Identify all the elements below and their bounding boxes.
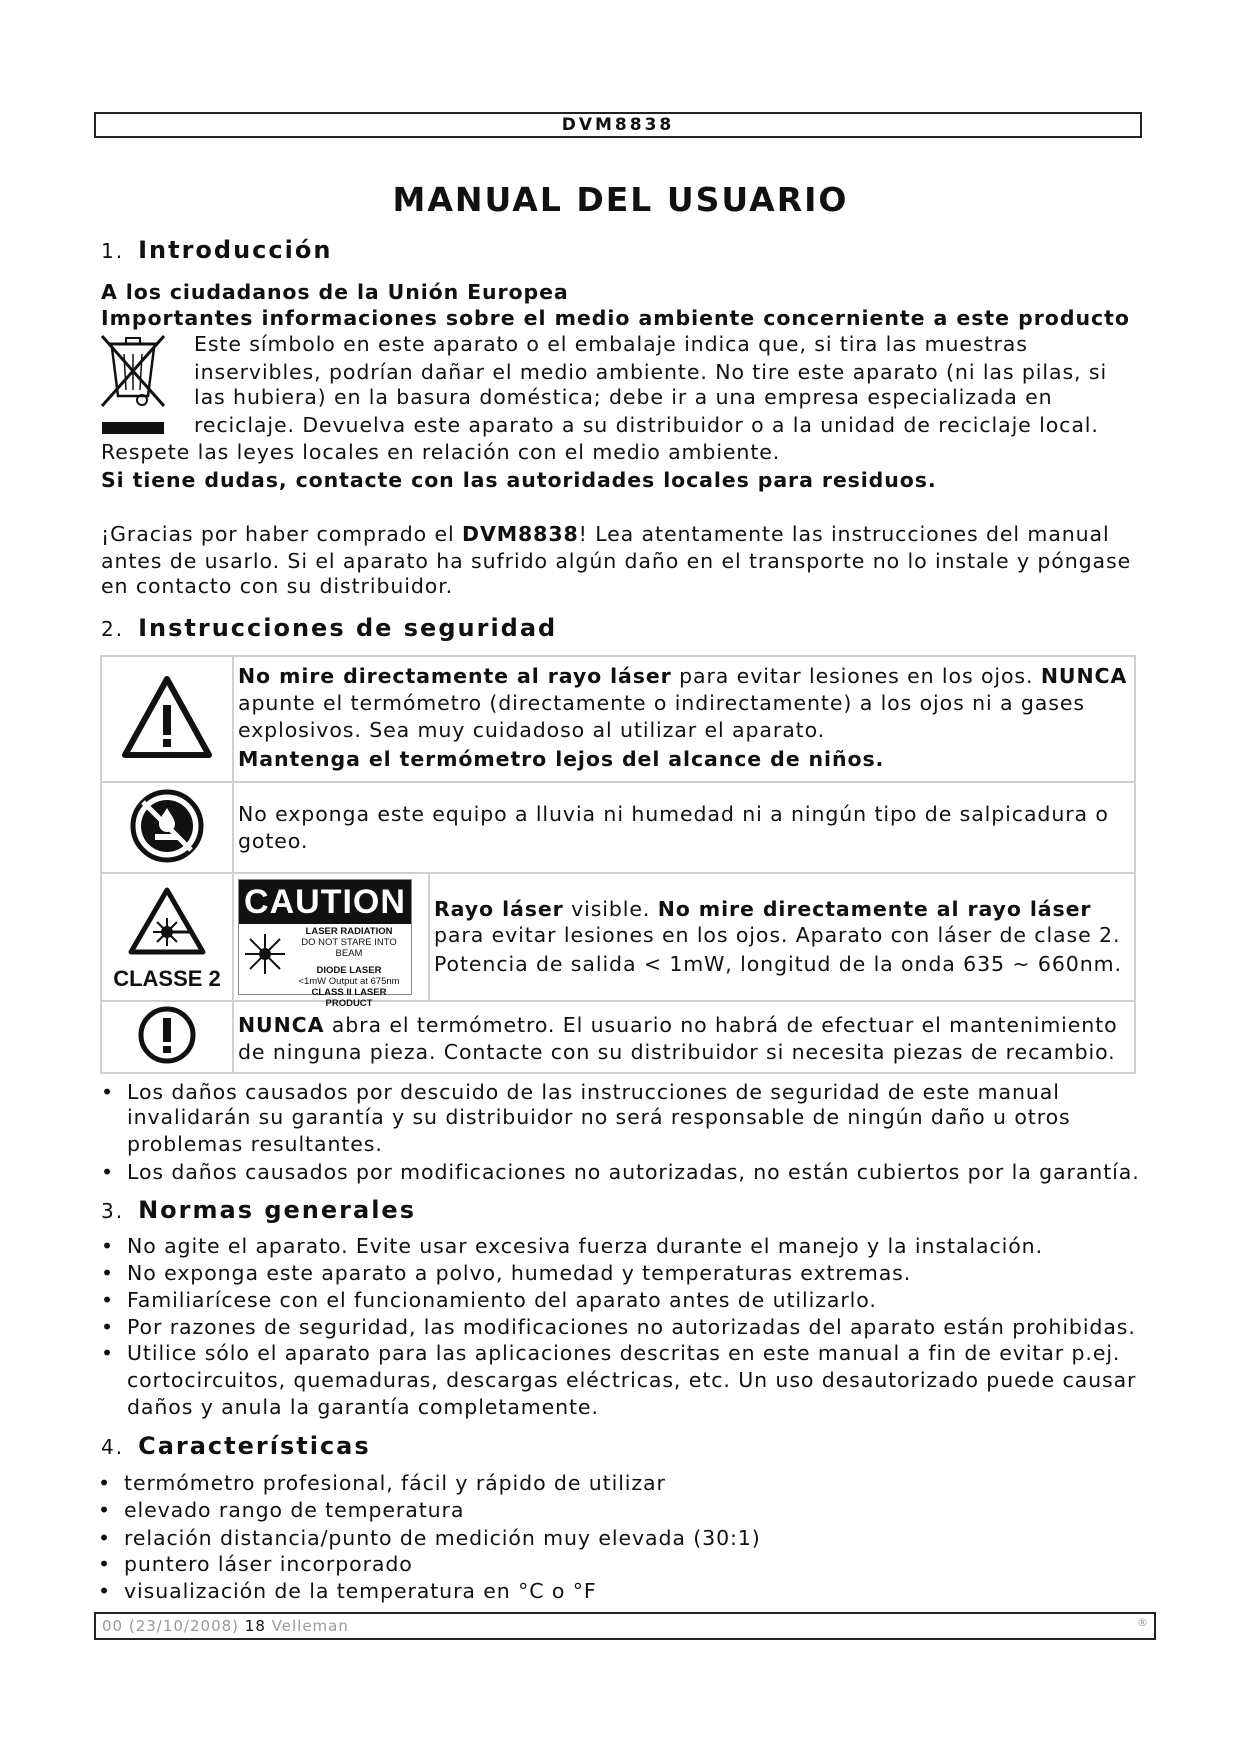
header-model: DVM8838 <box>94 112 1142 138</box>
page-number: 18 <box>244 1617 266 1635</box>
bullet: • <box>98 1579 111 1603</box>
section-2-heading <box>101 614 557 642</box>
open-icon-cell <box>101 1001 233 1073</box>
warning-triangle-icon <box>121 675 213 759</box>
section-number: 1. <box>101 239 125 263</box>
laser-warning-icon <box>127 886 207 956</box>
list-item: • No exponga este aparato a polvo, humedad y temperaturas extremas. <box>101 1261 912 1285</box>
bullet: • <box>101 1288 114 1312</box>
weee-text-4: reciclaje. Devuelva este aparato a su distribuidor o a la unidad de reciclaje local. <box>194 413 1099 437</box>
safety-row-moisture <box>101 782 1135 873</box>
section-4-heading <box>101 1432 371 1460</box>
warning-icon-cell <box>101 656 233 782</box>
thanks-model: DVM8838 <box>462 522 579 546</box>
bullet: • <box>101 1160 114 1184</box>
weee-text-3: las hubiera) en la basura doméstica; debe ir a una empresa especializada en <box>194 385 1053 409</box>
safety-table <box>100 655 1136 1074</box>
weee-text-2: inservibles, podrían dañar el medio ambiente. No tire este aparato (ni las pilas, si <box>194 360 1108 384</box>
open-line-2: de ninguna pieza. Contacte con su distribuidor si necesita piezas de recambio. <box>238 1040 1116 1064</box>
section-number: 4. <box>101 1435 125 1459</box>
bullet: • <box>101 1080 114 1104</box>
eu-citizens-line: A los ciudadanos de la Unión Europea <box>101 280 569 304</box>
section-title: Características <box>138 1432 371 1460</box>
safety-row-warning <box>101 656 1135 782</box>
bullet: • <box>101 1234 114 1258</box>
registered-mark: ® <box>1137 1616 1148 1629</box>
warning-bold-1: No mire directamente al rayo láser <box>238 664 672 688</box>
class-2-label: CLASSE 2 <box>113 966 221 991</box>
list-item: • termómetro profesional, fácil y rápido de utilizar <box>98 1471 666 1495</box>
bullet: • <box>101 1341 114 1365</box>
footer-brand: Velleman <box>271 1617 349 1635</box>
bullet: • <box>98 1552 111 1576</box>
list-item: • Los daños causados por modificaciones no autorizadas, no están cubiertos por la garantía. <box>101 1160 1140 1184</box>
section-3-heading <box>101 1196 416 1224</box>
list-item: • puntero láser incorporado <box>98 1552 413 1576</box>
page-footer <box>94 1612 1156 1640</box>
thanks-line-1 <box>101 522 1110 546</box>
warning-line-2: apunte el termómetro (directamente o indirectamente) a los ojos ni a gases <box>238 691 1085 715</box>
moisture-line-2: goteo. <box>238 829 309 853</box>
list-item: • visualización de la temperatura en °C o °F <box>98 1579 597 1603</box>
warning-text-cell <box>233 656 1135 782</box>
list-item-cont: problemas resultantes. <box>127 1132 383 1156</box>
list-item: • Familiarícese con el funcionamiento del aparato antes de utilizarlo. <box>101 1288 877 1312</box>
moisture-line-1: No exponga este equipo a lluvia ni humedad ni a ningún tipo de salpicadura o <box>238 802 1109 826</box>
safety-row-laser <box>101 873 1135 1001</box>
laser-bold-1: Rayo láser <box>434 897 564 921</box>
list-item: • elevado rango de temperatura <box>98 1498 465 1522</box>
laser-burst-icon <box>243 932 287 976</box>
open-bold: NUNCA <box>238 1013 325 1037</box>
list-item: • Los daños causados por descuido de las instrucciones de seguridad de este manual <box>101 1080 1060 1104</box>
warning-text-1: para evitar lesiones en los ojos. <box>671 664 1041 688</box>
list-item: • Utilice sólo el aparato para las aplicaciones descritas en este manual a fin de evitar p.ej. <box>101 1341 1121 1365</box>
respect-laws-line: Respete las leyes locales en relación con el medio ambiente. <box>101 440 781 464</box>
list-item-cont: daños y anula la garantía completamente. <box>127 1395 599 1419</box>
no-moisture-icon <box>129 788 205 864</box>
section-number: 3. <box>101 1199 125 1223</box>
caution-label-cell <box>233 873 429 1009</box>
laser-line-3: Potencia de salida < 1mW, longitud de la onda 635 ~ 660nm. <box>434 952 1122 976</box>
warning-line-3: explosivos. Sea muy cuidadoso al utilizar el aparato. <box>238 718 826 742</box>
weee-bin-icon <box>98 334 170 438</box>
caution-title: CAUTION <box>239 880 411 924</box>
laser-bold-2: No mire directamente al rayo láser <box>657 897 1092 921</box>
laser-text-1: visible. <box>563 897 658 921</box>
section-number: 2. <box>101 617 125 641</box>
thanks-text-b: ! Lea atentamente las instrucciones del manual <box>578 522 1110 546</box>
section-1-heading <box>101 236 332 264</box>
open-text: abra el termómetro. El usuario no habrá de efectuar el mantenimiento <box>324 1013 1118 1037</box>
laser-line-2: para evitar lesiones en los ojos. Aparato con láser de clase 2. <box>434 923 1121 947</box>
section-title: Normas generales <box>138 1196 416 1224</box>
caution-line-1: LASER RADIATION <box>305 926 393 937</box>
warning-bold-2: NUNCA <box>1040 664 1128 688</box>
list-item: • No agite el aparato. Evite usar excesiva fuerza durante el manejo y la instalación. <box>101 1234 1043 1258</box>
warning-line-4: Mantenga el termómetro lejos del alcance de niños. <box>238 747 885 771</box>
exclamation-circle-icon <box>137 1005 197 1065</box>
thanks-line-3: en contacto con su distribuidor. <box>101 574 454 598</box>
page-title: MANUAL DEL USUARIO <box>392 180 849 219</box>
thanks-line-2: antes de usarlo. Si el aparato ha sufrido algún daño en el transporte no lo instale y póngase <box>101 549 1132 573</box>
bullet: • <box>101 1261 114 1285</box>
laser-icon-cell <box>101 873 233 1001</box>
bullet: • <box>98 1526 111 1550</box>
bullet: • <box>98 1471 111 1495</box>
moisture-text-cell <box>233 782 1135 873</box>
list-item-cont: invalidarán su garantía y su distribuidor no será responsable de ningún daño u otros <box>127 1105 1071 1129</box>
list-item: • Por razones de seguridad, las modificaciones no autorizadas del aparato están prohibidas. <box>101 1315 1136 1339</box>
footer-version: 00 (23/10/2008) <box>102 1617 240 1635</box>
bullet: • <box>101 1315 114 1339</box>
bullet: • <box>98 1498 111 1522</box>
list-item: • relación distancia/punto de medición muy elevada (30:1) <box>98 1526 761 1550</box>
caution-line-5: CLASS II LASER PRODUCT <box>311 987 387 1009</box>
section-title: Introducción <box>138 236 333 264</box>
moisture-icon-cell <box>101 782 233 873</box>
environment-info-line: Importantes informaciones sobre el medio ambiente concerniente a este producto <box>101 306 1130 330</box>
safety-row-open <box>101 1001 1135 1073</box>
doubts-line: Si tiene dudas, contacte con las autoridades locales para residuos. <box>101 468 937 492</box>
thanks-text-a: ¡Gracias por haber comprado el <box>101 522 463 546</box>
weee-text-1: Este símbolo en este aparato o el embalaje indica que, si tira las muestras <box>194 332 1028 356</box>
laser-text-cell <box>429 873 1135 1001</box>
caution-label <box>238 879 412 1009</box>
caution-line-2: DO NOT STARE INTO BEAM <box>301 937 397 959</box>
list-item-cont: cortocircuitos, quemaduras, descargas eléctricas, etc. Un uso desautorizado puede causar <box>127 1368 1137 1392</box>
open-text-cell <box>233 1001 1135 1073</box>
caution-line-4: <1mW Output at 675nm <box>298 976 400 987</box>
section-title: Instrucciones de seguridad <box>138 614 558 642</box>
caution-line-3: DIODE LASER <box>316 965 382 976</box>
